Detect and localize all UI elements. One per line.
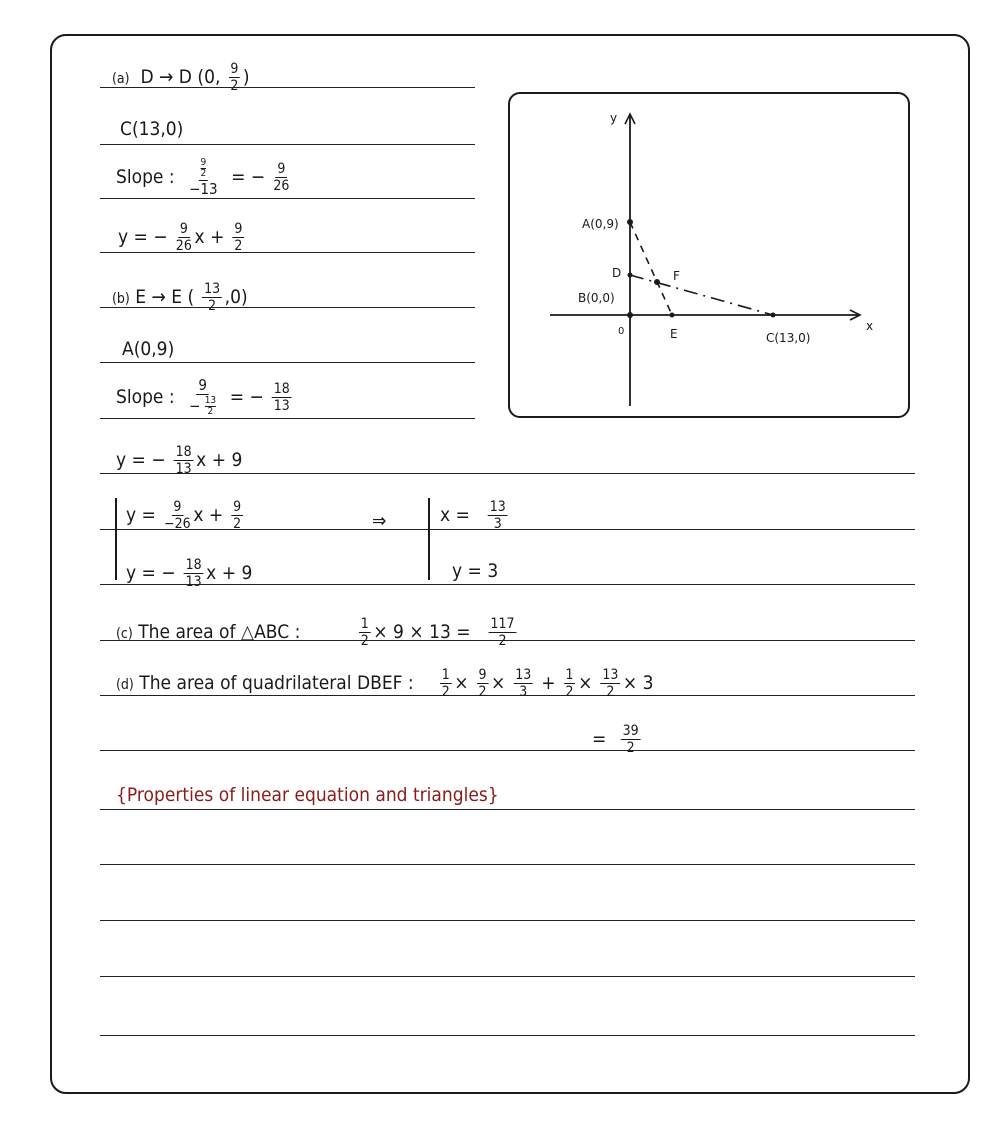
numerator: 9 — [200, 157, 207, 168]
numerator: 1 — [565, 667, 574, 683]
part-c-text: The area of △ABC : — [138, 621, 301, 643]
topic-note: {Properties of linear equation and triangles} — [116, 784, 499, 806]
lhs: y = − — [116, 449, 166, 471]
numerator: 13 — [602, 667, 619, 683]
fraction — [202, 282, 222, 313]
fraction — [189, 378, 216, 417]
fraction — [513, 668, 533, 699]
ruled-line — [100, 1035, 915, 1036]
numerator: 9 — [234, 221, 243, 237]
denominator: 3 — [519, 684, 528, 700]
operator: × 3 — [622, 672, 654, 694]
fraction — [273, 162, 289, 193]
numerator: 13 — [204, 281, 221, 297]
numerator: 39 — [622, 723, 639, 739]
ruled-line — [100, 809, 915, 810]
solution-x — [440, 500, 510, 531]
denominator — [189, 395, 216, 417]
point-c — [771, 313, 776, 318]
part-b-label: (b) — [112, 291, 130, 307]
ruled-line — [100, 920, 915, 921]
point-a — [627, 219, 633, 225]
denominator: 2 — [441, 684, 450, 700]
slope-label: Slope : — [116, 166, 175, 188]
part-c-label: (c) — [116, 626, 133, 642]
x-axis-label: x — [866, 319, 874, 333]
numerator: 9 — [277, 161, 286, 177]
denominator: −26 — [164, 516, 191, 532]
lhs: y = — [118, 226, 148, 248]
ruled-line — [100, 198, 475, 199]
fraction — [189, 158, 217, 197]
label-a: A(0,9) — [582, 217, 619, 231]
numerator: 13 — [204, 395, 217, 406]
fraction — [272, 382, 292, 413]
lhs: y = — [126, 504, 156, 526]
part-a-equation — [118, 222, 247, 253]
sign: − — [189, 397, 201, 415]
denominator: 2 — [230, 78, 239, 94]
part-d-result — [592, 724, 643, 755]
operator: × — [454, 672, 469, 694]
denominator: 2 — [233, 516, 242, 532]
denominator: 2 — [478, 684, 487, 700]
operator: × — [491, 672, 506, 694]
point-f — [654, 279, 660, 285]
fraction — [489, 617, 517, 648]
numerator: 13 — [489, 499, 506, 515]
part-d-text: The area of quadrilateral DBEF : — [139, 672, 414, 694]
denominator: 2 — [208, 298, 217, 314]
numerator: 1 — [441, 667, 450, 683]
numerator: 9 — [198, 376, 207, 394]
calc: × 9 × 13 = — [373, 621, 471, 643]
numerator: 9 — [230, 61, 239, 77]
lhs: x = — [440, 504, 470, 526]
line-ae — [630, 222, 672, 315]
numerator: 9 — [233, 499, 242, 515]
part-d — [116, 668, 654, 699]
system-eq1 — [126, 500, 246, 531]
fraction — [164, 500, 191, 531]
part-a-line1: (a) D → D (0, $\frac{9}{2}$ ) — [112, 61, 250, 94]
sign: − — [249, 386, 264, 408]
ruled-line — [100, 976, 915, 977]
slope-label: Slope : — [116, 386, 175, 408]
var: x + — [193, 504, 224, 526]
numerator: 117 — [490, 616, 515, 632]
label-d: D — [612, 266, 622, 280]
denominator: 26 — [175, 238, 192, 254]
point-c: C(13,0) — [120, 118, 184, 140]
diagram-svg — [510, 94, 912, 420]
operator: × — [578, 672, 593, 694]
fraction — [601, 668, 621, 699]
label-c: C(13,0) — [766, 331, 811, 345]
fraction — [205, 396, 216, 417]
denominator: 13 — [273, 398, 290, 414]
numerator — [199, 158, 208, 181]
numerator: 9 — [478, 667, 487, 683]
denominator: 2 — [498, 633, 507, 649]
lhs: y = − — [126, 562, 176, 584]
ruled-line — [100, 750, 915, 751]
numerator: 1 — [360, 616, 369, 632]
numerator: 9 — [179, 221, 188, 237]
fraction — [184, 558, 204, 589]
y-coord: ,0) — [224, 286, 248, 308]
ruled-line — [100, 144, 475, 145]
rest: x + 9 — [206, 562, 253, 584]
equals: = — [592, 728, 607, 750]
fraction — [564, 668, 576, 699]
denominator: 2 — [626, 740, 635, 756]
fraction — [440, 668, 452, 699]
part-c — [116, 617, 519, 648]
denominator: 2 — [606, 684, 615, 700]
denominator: 2 — [565, 684, 574, 700]
denominator: 13 — [175, 461, 192, 477]
system-eq2 — [126, 558, 252, 589]
denominator: 26 — [273, 178, 290, 194]
point-d — [628, 273, 633, 278]
denominator: 13 — [185, 574, 202, 590]
fraction — [231, 500, 243, 531]
ruled-line — [100, 362, 475, 363]
point-e — [670, 313, 675, 318]
numerator: 18 — [185, 557, 202, 573]
denominator: 3 — [493, 516, 502, 532]
fraction — [229, 62, 241, 93]
point-a: A(0,9) — [122, 338, 175, 360]
ruled-line — [100, 864, 915, 865]
implies-arrow: ⇒ — [372, 510, 387, 532]
part-b-equation — [116, 445, 242, 476]
solution-y: y = 3 — [452, 560, 499, 582]
label-f: F — [673, 269, 680, 283]
numerator: 18 — [175, 444, 192, 460]
numerator: 9 — [173, 499, 182, 515]
denominator: 2 — [234, 238, 243, 254]
coordinate-diagram — [508, 92, 910, 418]
fraction — [233, 222, 245, 253]
fraction — [359, 617, 371, 648]
numerator: 18 — [273, 381, 290, 397]
part-b-slope: Slope : 9 − $\frac{13}{2}$ = − $\frac{18}{13}$ — [116, 376, 290, 417]
part-a-label: (a) — [112, 71, 130, 87]
label-b: B(0,0) — [578, 291, 615, 305]
rest: x + 9 — [196, 449, 243, 471]
label-e: E — [670, 327, 678, 341]
denominator: 2 — [207, 406, 214, 417]
fraction — [477, 668, 489, 699]
part-a-slope: Slope : $\frac{\frac{9}{2}}{-13}$ = − $\frac{9}{26}$ — [116, 157, 290, 198]
line-dc — [630, 275, 773, 315]
fraction — [200, 158, 206, 179]
fraction — [176, 222, 192, 253]
denominator: 2 — [200, 168, 207, 179]
denominator: −13 — [189, 180, 218, 198]
label-origin: 0 — [618, 326, 625, 337]
point-b — [627, 312, 633, 318]
sign: − — [153, 226, 168, 248]
part-d-label: (d) — [116, 677, 134, 693]
var: x + — [194, 226, 225, 248]
system-brace-left — [115, 498, 117, 580]
part-b-line1 — [112, 282, 248, 313]
point-e-arrow: E → E ( — [135, 286, 195, 308]
y-axis-label: y — [610, 111, 618, 125]
ruled-line — [100, 418, 475, 419]
point-d-arrow: D → D (0, — [135, 66, 221, 88]
sign: − — [250, 166, 266, 188]
fraction — [621, 724, 641, 755]
operator: + — [541, 672, 556, 694]
fraction — [174, 445, 194, 476]
system-brace-right — [428, 498, 430, 580]
numerator: 13 — [515, 667, 532, 683]
denominator: 2 — [360, 633, 369, 649]
fraction — [488, 500, 508, 531]
